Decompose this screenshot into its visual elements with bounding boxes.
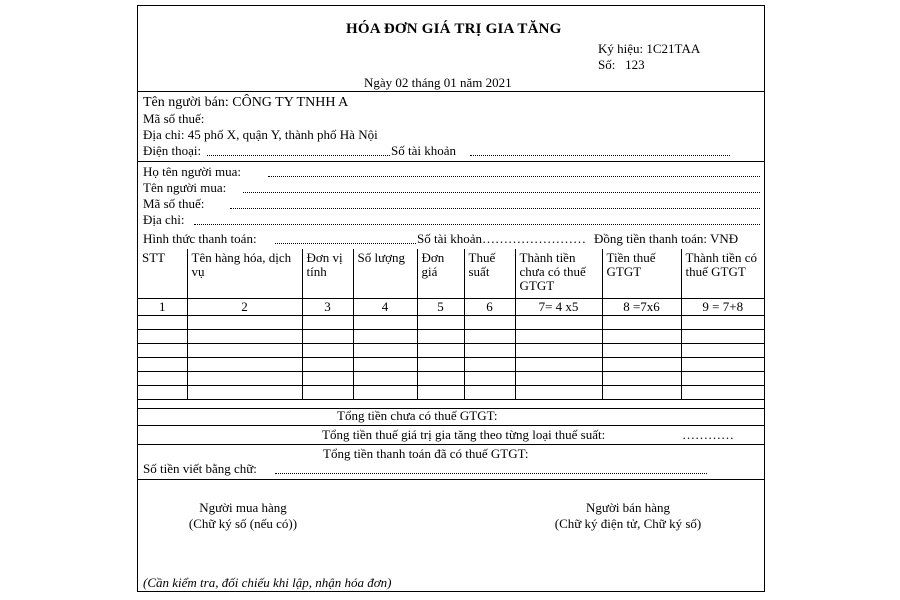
col-number: 4 (353, 299, 417, 316)
divider-total-2 (138, 444, 764, 445)
invoice-symbol: Ký hiệu: 1C21TAA (598, 41, 701, 56)
invoice-number: Số: 123 (598, 57, 645, 72)
seller-tax-code: Mã số thuế: (143, 111, 205, 126)
table-row (138, 330, 764, 344)
table-row (138, 372, 764, 386)
buyer-address-label: Địa chỉ: (143, 212, 185, 227)
buyer-full-name-dots (268, 176, 760, 177)
col-number: 6 (464, 299, 515, 316)
seller-phone-label: Điện thoại: (143, 143, 202, 158)
col-number: 1 (138, 299, 187, 316)
seller-account-dots (470, 155, 730, 156)
header-unit-price: Đơn giá (417, 249, 464, 299)
seller-account-label: Số tài khoản (391, 143, 456, 158)
items-table (138, 249, 764, 400)
buyer-full-name-label: Họ tên người mua: (143, 164, 242, 179)
total-tax-dots: ………… (682, 427, 734, 442)
invoice-title: HÓA ĐƠN GIÁ TRỊ GIA TĂNG (346, 21, 562, 37)
header-amount-before-tax: Thành tiền chưa có thuế GTGT (515, 249, 602, 299)
table-row (138, 344, 764, 358)
amount-in-words-dots (275, 473, 707, 474)
divider-seller (138, 161, 764, 162)
table-row (138, 358, 764, 372)
buyer-signature-title: Người mua hàng (199, 500, 287, 515)
buyer-address-dots (194, 224, 760, 225)
seller-phone-dots (207, 155, 390, 156)
header-stt: STT (138, 249, 187, 299)
col-number: 7= 4 x5 (515, 299, 602, 316)
payment-method-label: Hình thức thanh toán: (143, 231, 257, 246)
divider-total-1 (138, 425, 764, 426)
total-tax-by-rate: Tổng tiền thuế giá trị gia tăng theo từng loại thuế suất: (322, 427, 606, 442)
table-row (138, 316, 764, 330)
table-row (138, 386, 764, 400)
payment-method-dots (275, 243, 416, 244)
column-number-row (138, 299, 764, 316)
invoice-date: Ngày 02 tháng 01 năm 2021 (364, 75, 512, 90)
buyer-account-label: Số tài khoản…………………… (417, 231, 586, 246)
seller-signature-title: Người bán hàng (586, 500, 670, 515)
seller-name: Tên người bán: CÔNG TY TNHH A (143, 95, 349, 110)
buyer-name-label: Tên người mua: (143, 180, 227, 195)
total-before-tax: Tổng tiền chưa có thuế GTGT: (337, 408, 498, 423)
buyer-signature-note: (Chữ ký số (nếu có)) (188, 516, 298, 531)
seller-signature-note: (Chữ ký điện tử, Chữ ký số) (554, 516, 702, 531)
total-after-tax: Tổng tiền thanh toán đã có thuế GTGT: (323, 446, 529, 461)
divider-header (138, 91, 764, 92)
header-unit: Đơn vị tính (302, 249, 353, 299)
col-number: 8 =7x6 (602, 299, 681, 316)
table-header-row (138, 249, 764, 299)
footer-note: (Cần kiểm tra, đối chiếu khi lập, nhận hóa đơn) (143, 575, 392, 590)
col-number: 5 (417, 299, 464, 316)
header-tax-rate: Thuế suất (464, 249, 515, 299)
col-number: 9 = 7+8 (681, 299, 764, 316)
col-number: 3 (302, 299, 353, 316)
divider-totals (138, 479, 764, 480)
header-amount-after-tax: Thành tiền có thuế GTGT (681, 249, 764, 299)
header-item-name: Tên hàng hóa, dịch vụ (187, 249, 302, 299)
buyer-tax-code-dots (230, 208, 760, 209)
seller-address: Địa chỉ: 45 phố X, quận Y, thành phố Hà Nội (143, 127, 378, 142)
header-tax-amount: Tiền thuế GTGT (602, 249, 681, 299)
buyer-name-dots (243, 192, 760, 193)
buyer-tax-code-label: Mã số thuế: (143, 196, 205, 211)
header-quantity: Số lượng (353, 249, 417, 299)
invoice-document (137, 5, 765, 592)
currency-label: Đồng tiền thanh toán: VNĐ (594, 231, 739, 246)
amount-in-words-label: Số tiền viết bằng chữ: (143, 461, 257, 476)
col-number: 2 (187, 299, 302, 316)
